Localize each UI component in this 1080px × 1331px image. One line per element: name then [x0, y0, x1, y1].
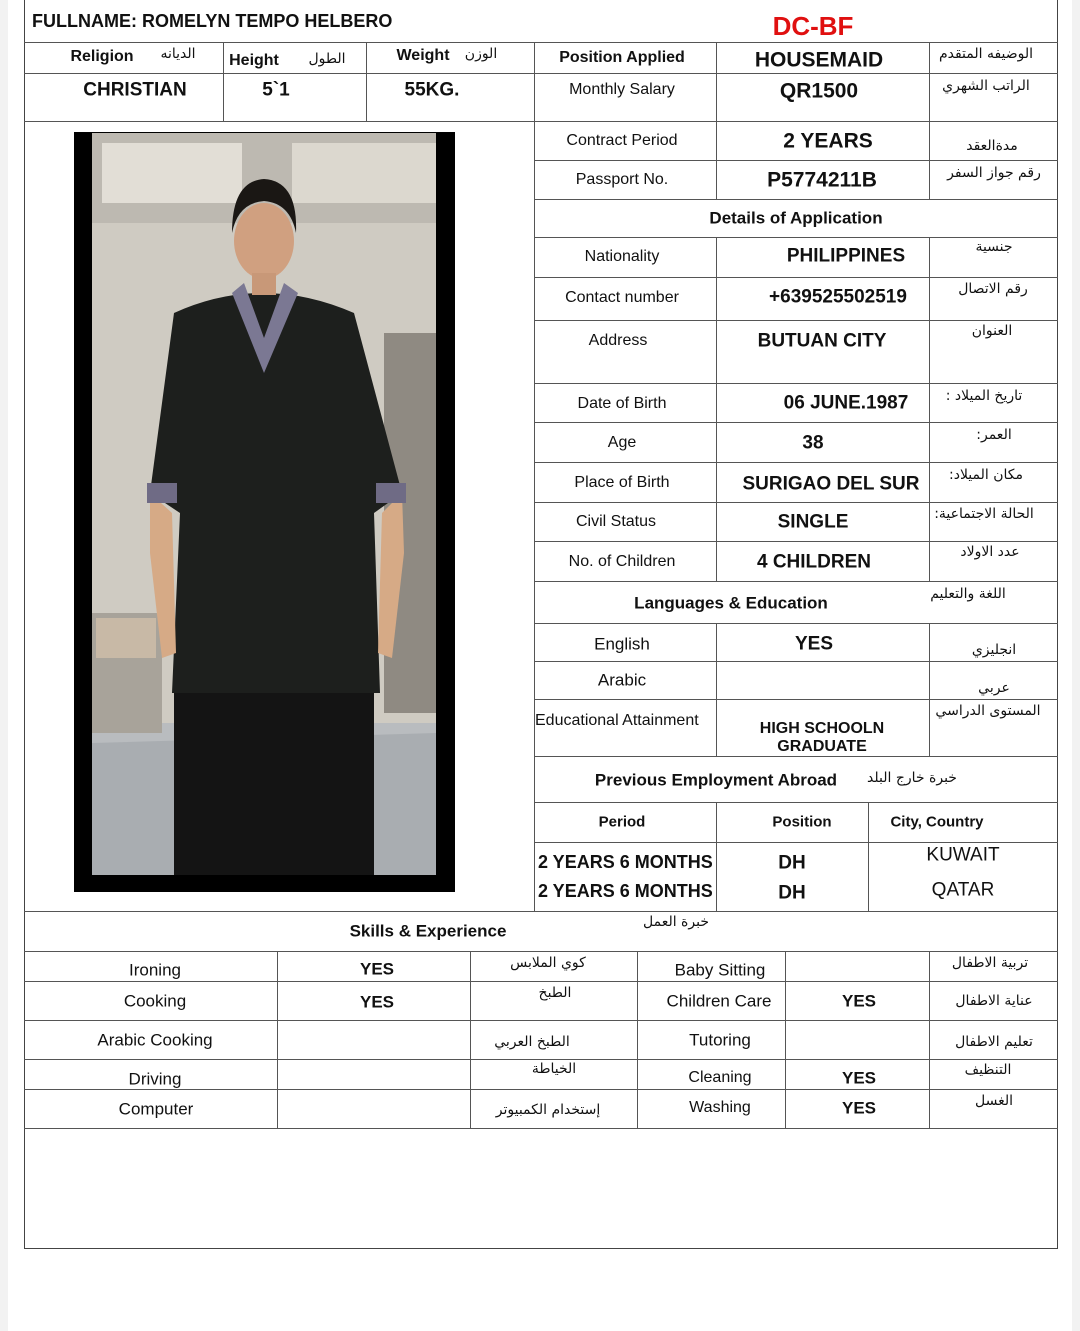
- rule: [24, 1089, 1058, 1090]
- education-value-line1: HIGH SCHOOLN: [759, 720, 885, 737]
- rule: [534, 277, 1058, 278]
- employment-position: DH: [778, 852, 806, 874]
- skill-label-arabic: التنظيف: [964, 1062, 1012, 1078]
- detail-arabic-age: العمر:: [976, 427, 1012, 443]
- religion-label: Religion: [70, 48, 134, 65]
- skill-label: Children Care: [666, 991, 772, 1011]
- detail-label-children: No. of Children: [568, 553, 676, 570]
- rule: [24, 1059, 1058, 1060]
- rule: [534, 383, 1058, 384]
- skill-label-arabic: الطبخ: [538, 985, 572, 1001]
- skill-value: YES: [841, 1098, 877, 1118]
- english-label-arabic: انجليزي: [971, 642, 1017, 658]
- education-value-line2: GRADUATE: [777, 738, 867, 755]
- rule: [929, 237, 930, 581]
- weight-label-arabic: الوزن: [464, 46, 498, 62]
- detail-arabic-dob: تاريخ الميلاد :: [945, 388, 1023, 404]
- rule: [24, 1020, 1058, 1021]
- height-label: Height: [229, 52, 279, 69]
- applicant-photo-illustration: [92, 133, 436, 875]
- employment-col-position: Position: [772, 813, 832, 831]
- reference-code: DC-BF: [772, 11, 854, 41]
- skill-label: Tutoring: [689, 1030, 751, 1050]
- employment-country: QATAR: [931, 879, 995, 901]
- skill-label: Ironing: [129, 960, 181, 980]
- skill-label-arabic: عناية الاطفال: [955, 993, 1033, 1009]
- skill-value: YES: [359, 992, 395, 1012]
- position-value: HOUSEMAID: [754, 48, 884, 72]
- rule: [534, 160, 1058, 161]
- contract-label: Contract Period: [566, 132, 678, 149]
- contract-value: 2 YEARS: [783, 129, 873, 153]
- height-value: 5`1: [262, 79, 290, 101]
- rule: [534, 199, 1058, 200]
- weight-label: Weight: [396, 47, 450, 64]
- detail-value-civil-status: SINGLE: [777, 511, 849, 533]
- rule: [716, 623, 717, 756]
- rule: [24, 1128, 1058, 1129]
- skill-label-arabic: كوي الملابس: [510, 955, 586, 971]
- rule: [534, 581, 1058, 582]
- rule: [637, 951, 638, 1128]
- detail-arabic-pob: مكان الميلاد:: [948, 467, 1024, 483]
- employment-period: 2 YEARS 6 MONTHS: [538, 881, 713, 901]
- rule: [24, 73, 1058, 74]
- skill-value: YES: [359, 959, 395, 979]
- skill-label: Driving: [128, 1069, 182, 1089]
- detail-arabic-civil-status: الحالة الاجتماعية:: [934, 506, 1034, 522]
- rule: [534, 661, 1058, 662]
- detail-arabic-nationality: جنسية: [975, 239, 1013, 255]
- skill-label-arabic: تعليم الاطفال: [955, 1034, 1033, 1050]
- rule: [366, 42, 367, 121]
- salary-label: Monthly Salary: [569, 81, 675, 98]
- detail-label-address: Address: [588, 332, 648, 349]
- detail-value-nationality: PHILIPPINES: [786, 245, 906, 267]
- arabic-label-arabic: عربي: [978, 680, 1010, 696]
- skill-label-arabic: الخياطة: [531, 1061, 577, 1077]
- employment-period: 2 YEARS 6 MONTHS: [538, 852, 713, 872]
- detail-value-contact: +639525502519: [769, 286, 907, 308]
- english-value: YES: [794, 633, 834, 655]
- education-label: Educational Attainment: [535, 712, 699, 729]
- rule: [534, 422, 1058, 423]
- detail-label-civil-status: Civil Status: [575, 513, 657, 530]
- rule: [534, 237, 1058, 238]
- arabic-label: Arabic: [597, 670, 647, 690]
- rule: [24, 981, 1058, 982]
- detail-value-dob: 06 JUNE.1987: [783, 392, 909, 414]
- religion-label-arabic: الديانه: [160, 46, 196, 62]
- salary-label-arabic: الراتب الشهري: [942, 78, 1030, 94]
- rule: [716, 42, 717, 199]
- salary-value: QR1500: [779, 79, 859, 103]
- skill-label-arabic: تربية الاطفال: [951, 955, 1029, 971]
- passport-label: Passport No.: [575, 171, 669, 188]
- employment-heading-arabic: خبرة خارج البلد: [867, 770, 957, 786]
- skill-value: YES: [841, 991, 877, 1011]
- rule: [929, 42, 930, 199]
- weight-value: 55KG.: [404, 79, 460, 101]
- position-label-arabic: الوضيفه المتقدم: [938, 46, 1034, 62]
- skill-label: Cleaning: [688, 1069, 752, 1086]
- rule: [470, 951, 471, 1128]
- rule: [534, 623, 1058, 624]
- rule: [534, 802, 1058, 803]
- rule: [534, 462, 1058, 463]
- skill-label-arabic: الغسل: [974, 1093, 1014, 1109]
- rule: [534, 699, 1058, 700]
- rule: [716, 802, 717, 911]
- detail-label-contact: Contact number: [565, 289, 679, 306]
- rule: [534, 320, 1058, 321]
- rule: [534, 842, 1058, 843]
- employment-position: DH: [778, 882, 806, 904]
- details-heading: Details of Application: [709, 208, 883, 228]
- employment-col-country: City, Country: [890, 813, 984, 831]
- english-label: English: [594, 634, 650, 654]
- passport-value: P5774211B: [767, 168, 877, 192]
- detail-arabic-address: العنوان: [971, 323, 1013, 339]
- rule: [534, 541, 1058, 542]
- rule: [929, 623, 930, 756]
- skill-label-arabic: الطبخ العربي: [494, 1034, 570, 1050]
- education-label-arabic: المستوى الدراسي: [935, 703, 1041, 719]
- skill-label: Cooking: [123, 991, 187, 1011]
- rule: [24, 951, 1058, 952]
- languages-heading-arabic: اللغة والتعليم: [930, 586, 1006, 602]
- languages-heading: Languages & Education: [634, 593, 828, 613]
- rule: [24, 911, 1058, 912]
- rule: [716, 237, 717, 581]
- passport-label-arabic: رقم جواز السفر: [947, 165, 1041, 181]
- position-label: Position Applied: [559, 49, 685, 66]
- fullname-heading: FULLNAME: ROMELYN TEMPO HELBERO: [32, 11, 393, 31]
- rule: [534, 756, 1058, 757]
- skills-heading: Skills & Experience: [349, 921, 507, 941]
- detail-label-age: Age: [607, 434, 637, 451]
- skill-value: YES: [841, 1068, 877, 1088]
- detail-value-children: 4 CHILDREN: [756, 551, 872, 573]
- rule: [929, 951, 930, 1128]
- skill-label-arabic: إستخدام الكمبيوتر: [495, 1102, 601, 1118]
- contract-label-arabic: مدةالعقد: [966, 138, 1018, 154]
- detail-arabic-children: عدد الاولاد: [960, 544, 1020, 560]
- skill-label: Washing: [689, 1099, 751, 1116]
- detail-value-address: BUTUAN CITY: [757, 330, 887, 352]
- detail-label-dob: Date of Birth: [577, 395, 667, 412]
- detail-label-nationality: Nationality: [584, 248, 660, 265]
- skill-label: Computer: [118, 1099, 194, 1119]
- employment-country: KUWAIT: [926, 844, 1000, 866]
- employment-heading: Previous Employment Abroad: [594, 770, 838, 790]
- rule: [24, 121, 1058, 122]
- detail-arabic-contact: رقم الاتصال: [958, 281, 1028, 297]
- skill-label: Arabic Cooking: [97, 1030, 213, 1050]
- detail-value-age: 38: [802, 432, 824, 454]
- rule: [24, 42, 1058, 43]
- detail-label-pob: Place of Birth: [574, 474, 670, 491]
- rule: [534, 42, 535, 911]
- rule: [277, 951, 278, 1128]
- rule: [223, 42, 224, 121]
- employment-col-period: Period: [598, 813, 646, 831]
- skill-label: Baby Sitting: [674, 960, 766, 980]
- religion-value: CHRISTIAN: [83, 79, 187, 101]
- rule: [534, 502, 1058, 503]
- rule: [868, 802, 869, 911]
- height-label-arabic: الطول: [308, 51, 346, 67]
- skills-heading-arabic: خبرة العمل: [643, 914, 709, 930]
- detail-value-pob: SURIGAO DEL SUR: [742, 473, 920, 495]
- applicant-photo: [92, 133, 436, 875]
- rule: [785, 951, 786, 1128]
